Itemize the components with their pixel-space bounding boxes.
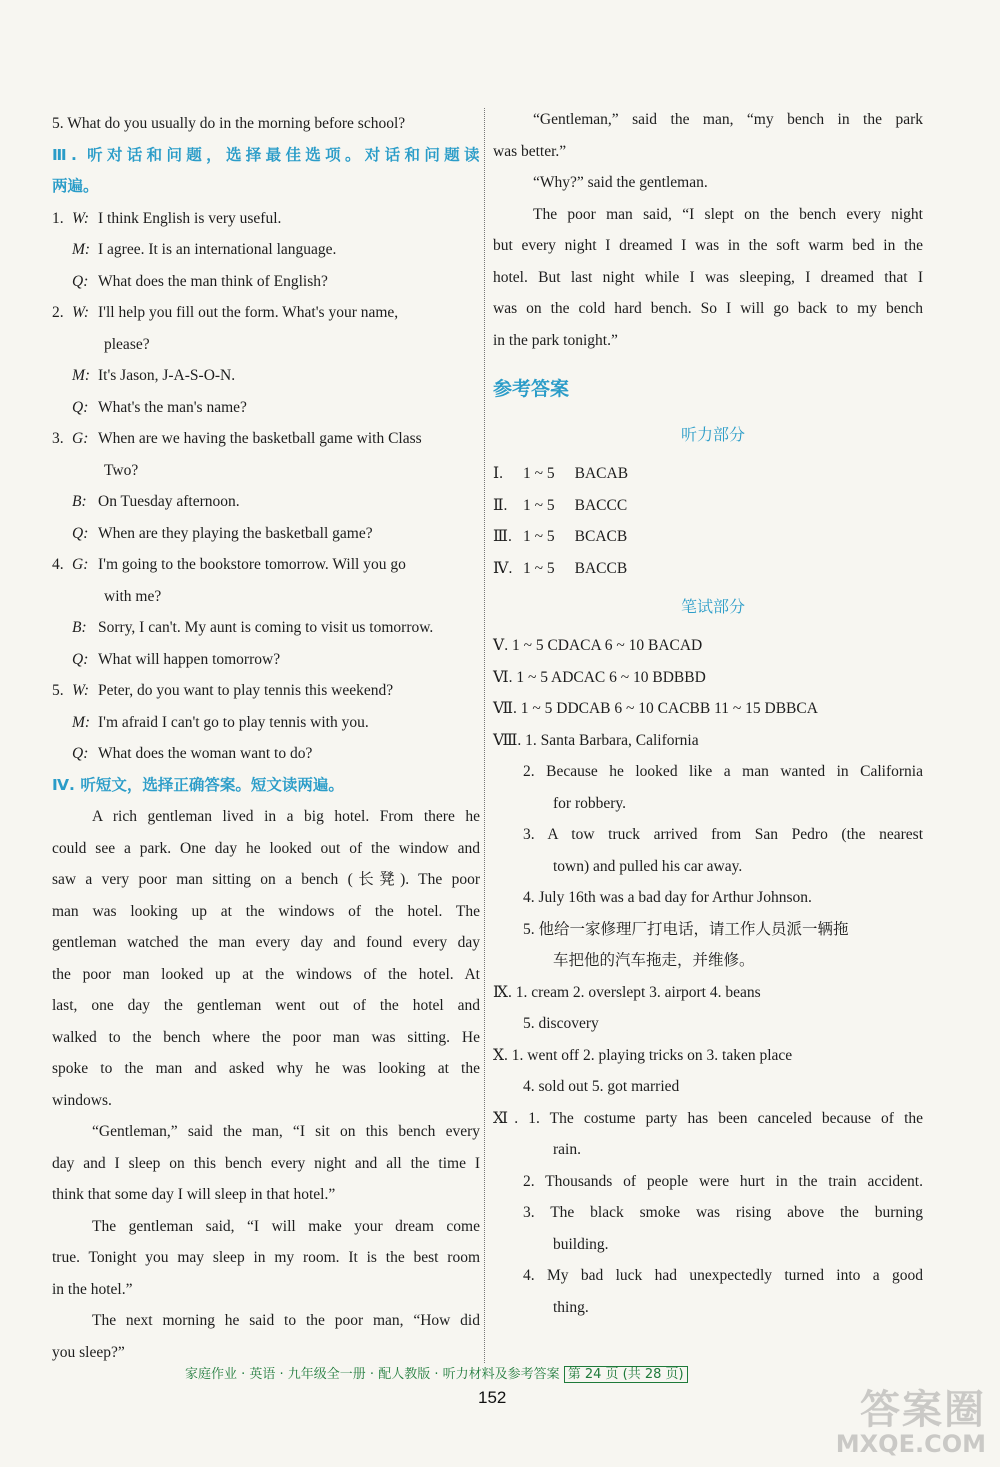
question-5: 5. What do you usually do in the morning before school? bbox=[52, 115, 406, 132]
dialogue-line: I'm going to the bookstore tomorrow. Will you go bbox=[98, 556, 406, 573]
story-line: spoke to the man and asked why he was looking at the bbox=[52, 1060, 480, 1077]
dialogue-line: What does the man think of English? bbox=[98, 272, 328, 290]
dialogue-line: I think English is very useful. bbox=[98, 209, 282, 227]
story-line: was better.” bbox=[493, 142, 567, 160]
dialogue-line: It's Jason, J-A-S-O-N. bbox=[98, 367, 236, 384]
dialogue-line: with me? bbox=[104, 587, 162, 605]
dialogue-line: Sorry, I can't. My aunt is coming to visit us tomorrow. bbox=[98, 619, 434, 636]
section-4-heading: Ⅳ. 听短文，选择正确答案。短文读两遍。 bbox=[52, 775, 344, 794]
story-line: The next morning he said to the poor man, “How did bbox=[92, 1312, 480, 1329]
answer-row: Ⅵ. 1 ~ 5 ADCAC 6 ~ 10 BDBBD bbox=[493, 668, 706, 686]
story-line: “Why?” said the gentleman. bbox=[533, 174, 708, 191]
story-line: man was looking up at the windows of the hotel. The bbox=[52, 902, 480, 920]
page-number: 152 bbox=[478, 1388, 507, 1407]
story-line: day and I sleep on this bench every night and all the time I bbox=[52, 1154, 480, 1172]
answer-row: Ⅱ. 1 ~ 5 BACCC bbox=[493, 496, 628, 514]
footer-text: 家庭作业 · 英语 · 九年级全一册 · 配人教版 · 听力材料及参考答案 bbox=[185, 1367, 560, 1382]
story-line: was on the cold hard bench. So I will go back to my bench bbox=[493, 300, 923, 317]
column-divider bbox=[484, 108, 485, 1363]
page-info: 第 24 页 (共 28 页) bbox=[564, 1366, 688, 1383]
answer-row: 4. My bad luck had unexpectedly turned into a good bbox=[523, 1267, 923, 1284]
answer-row: 5. discovery bbox=[523, 1015, 599, 1032]
dialogue-line: I'm afraid I can't go to play tennis with you. bbox=[98, 713, 369, 731]
answer-row: 2. Because he looked like a man wanted in California bbox=[523, 763, 923, 780]
story-line: think that some day I will sleep in that hotel.” bbox=[52, 1186, 336, 1203]
answer-row: rain. bbox=[553, 1141, 581, 1158]
answer-row: Ⅺ. 1. The costume party has been canceled because of the bbox=[493, 1109, 923, 1127]
answer-row: 4. sold out 5. got married bbox=[523, 1078, 680, 1095]
dialogue-line: When are they playing the basketball game? bbox=[98, 524, 373, 542]
listening-title: 听力部分 bbox=[680, 425, 745, 444]
section-3-heading-cont: 两遍。 bbox=[52, 177, 99, 195]
answer-row: Ⅶ. 1 ~ 5 DDCAB 6 ~ 10 CACBB 11 ~ 15 DBBCA bbox=[493, 700, 818, 717]
dialogue-line: I'll help you fill out the form. What's your name, bbox=[98, 304, 399, 321]
story-line: The gentleman said, “I will make your dream come bbox=[92, 1217, 480, 1235]
story-line: The poor man said, “I slept on the bench every night bbox=[533, 205, 923, 223]
answer-row: Ⅷ. 1. Santa Barbara, California bbox=[493, 731, 699, 749]
dialogue-line: I agree. It is an international language. bbox=[98, 241, 337, 258]
answer-row: 车把他的汽车拖走，并维修。 bbox=[553, 952, 755, 969]
dialogue-line: Two? bbox=[104, 461, 139, 479]
dialogue-line: What does the woman want to do? bbox=[98, 745, 313, 762]
dialogue-line: Peter, do you want to play tennis this weekend? bbox=[98, 682, 394, 699]
story-line: the poor man looked up at the windows of the hotel. At bbox=[52, 965, 480, 983]
answer-row: Ⅳ. 1 ~ 5 BACCB bbox=[493, 559, 628, 577]
dialogue-line: please? bbox=[104, 335, 150, 353]
story-line: walked to the bench where the poor man was sitting. He bbox=[52, 1028, 480, 1046]
dialogue-line: On Tuesday afternoon. bbox=[98, 493, 240, 510]
dialogue-line: What will happen tomorrow? bbox=[98, 650, 281, 668]
answer-row: Ⅰ. 1 ~ 5 BACAB bbox=[493, 465, 629, 482]
section-3-heading: Ⅲ. 听对话和问题，选择最佳选项。对话和问题读 bbox=[52, 145, 480, 164]
item-number: 1. bbox=[52, 209, 64, 227]
dialogue-line: What's the man's name? bbox=[98, 398, 247, 416]
left-column: 5. What do you usually do in the morning before school? Ⅲ. 听对话和问题，选择最佳选项。对话和问题读 两遍。 1. W: I think English is very useful. M: I agree. It is an international language. Q: What does the man think of English? 2. W: I'll help you fill out the form. What's your name, please? M: It's Jason, J-A-S-O-N. Q: What's the man's name? 3. G: When are we having the basketball game with Class Two? B: On Tuesday afternoon. Q: When are they playing the basketball game? 4. G: I'm going to the bookstore tomorrow. Will you go with me? B: Sorry, I can't. My aunt is coming to visit us tomorrow. Q: What will happen tomorrow? 5. W: Peter, do you want to play tennis this weekend? M: I'm afraid I can't go to play tennis with you. Q: What does the woman want to do? Ⅳ. 听短文，选择正确答案。短文读两遍。 A rich gentleman lived in a big hotel. From there he could see a park. One day he looked out of the window and saw a very poor man sitting on a bench (长凳). The poor man was looking up at the windows of the hotel. The gentleman watched the man every day and found every day the poor man looked up at the windows of the hotel. At last, one day the gentleman went out of the hotel and walked to the bench where the poor man was sitting. He spoke to the man and asked why he was looking at the windows. “Gentleman,” said the man, “I sit on this bench every day and I sleep on this bench every night and all the time I think that some day I will sleep in that hotel.” The gentleman said, “I will make your dream come true. Tonight you may sleep in my room. It is the best room in the hotel.” The next morning he said to the poor man, “How did you sleep?” bbox=[52, 108, 480, 1368]
dialogue-line: When are we having the basketball game with Class bbox=[98, 430, 422, 447]
answer-row: 4. July 16th was a bad day for Arthur Johnson. bbox=[523, 889, 812, 906]
answer-row: 3. A tow truck arrived from San Pedro (the nearest bbox=[523, 826, 923, 843]
answer-row: Ⅴ. 1 ~ 5 CDACA 6 ~ 10 BACAD bbox=[493, 637, 703, 654]
story-line: A rich gentleman lived in a big hotel. From there he bbox=[92, 808, 480, 825]
footer-bar bbox=[185, 1365, 795, 1385]
story-line: “Gentleman,” said the man, “I sit on this bench every bbox=[92, 1123, 480, 1140]
story-line: could see a park. One day he looked out of the window and bbox=[52, 839, 480, 857]
answer-row: thing. bbox=[553, 1298, 589, 1316]
story-line: gentleman watched the man every day and found every day bbox=[52, 934, 480, 951]
story-line: but every night I dreamed I was in the soft warm bed in the bbox=[493, 237, 923, 254]
answer-row: town) and pulled his car away. bbox=[553, 857, 743, 875]
answer-row: Ⅸ. 1. cream 2. overslept 3. airport 4. beans bbox=[493, 983, 761, 1001]
answers-title: 参考答案 bbox=[493, 378, 570, 400]
story-line: last, one day the gentleman went out of the hotel and bbox=[52, 997, 480, 1014]
story-line: “Gentleman,” said the man, “my bench in the park bbox=[533, 111, 923, 128]
story-line: saw a very poor man sitting on a bench (长凳). The poor bbox=[52, 871, 480, 888]
answer-row: 2. Thousands of people were hurt in the train accident. bbox=[523, 1172, 923, 1190]
right-column bbox=[493, 104, 923, 1323]
watermark-url: MXQE.COM bbox=[835, 1430, 986, 1458]
answer-row: 5. 他给一家修理厂打电话，请工作人员派一辆拖 bbox=[523, 920, 849, 938]
watermark-logo bbox=[812, 1378, 992, 1462]
story-line: hotel. But last night while I was sleeping, I dreamed that I bbox=[493, 268, 923, 286]
story-line: you sleep?” bbox=[52, 1343, 125, 1361]
writing-title: 笔试部分 bbox=[680, 597, 745, 616]
story-line: in the hotel.” bbox=[52, 1280, 133, 1298]
story-line: in the park tonight.” bbox=[493, 331, 618, 349]
answer-row: 3. The black smoke was rising above the burning bbox=[523, 1204, 923, 1221]
answer-row: for robbery. bbox=[553, 794, 627, 812]
story-line: true. Tonight you may sleep in my room. It is the best room bbox=[52, 1249, 480, 1266]
answer-row: building. bbox=[553, 1235, 609, 1253]
story-line: windows. bbox=[52, 1091, 112, 1109]
answer-row: Ⅹ. 1. went off 2. playing tricks on 3. taken place bbox=[493, 1046, 793, 1064]
answer-row: Ⅲ. 1 ~ 5 BCACB bbox=[493, 528, 628, 545]
watermark-text: 答案圈 bbox=[860, 1387, 986, 1433]
